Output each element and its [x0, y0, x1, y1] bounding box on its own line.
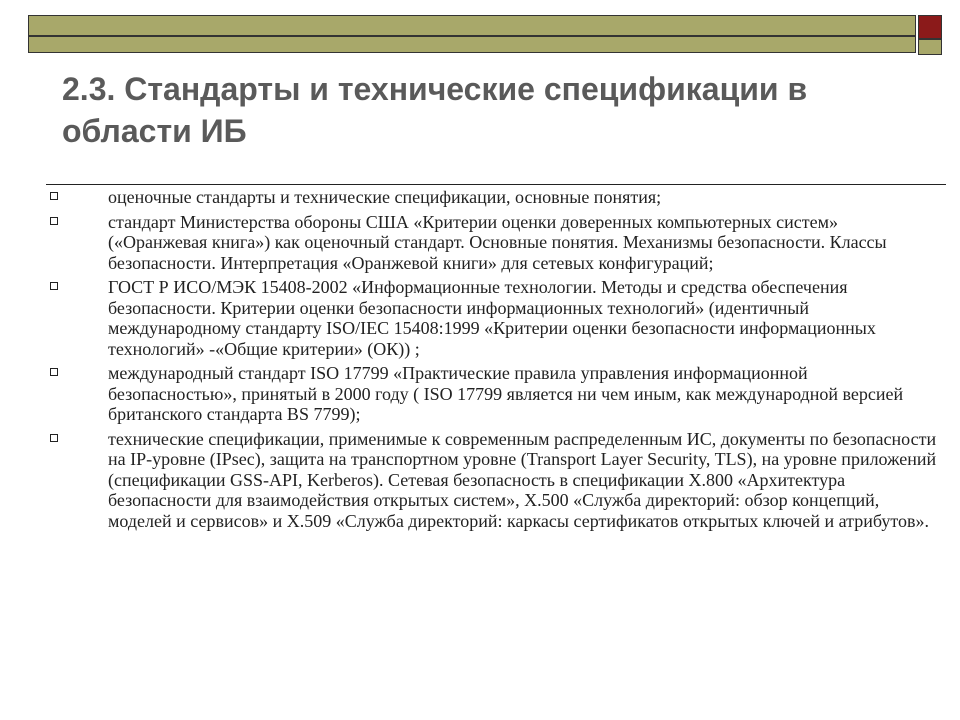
header-bar-divider — [28, 35, 916, 37]
square-bullet-icon — [50, 434, 58, 442]
square-bullet-icon — [50, 282, 58, 290]
list-item-text: ГОСТ Р ИСО/МЭК 15408-2002 «Информационные технологии. Методы и средства обеспечения безопасности. Критерии оценки безопасности информационных технологий» (идентичный международному стандарту ISO/IEC 15408:1999 «Критерии оценки безопасности информационных технологий» -«Общие критерии» (ОК)) ; — [108, 277, 876, 359]
header-bar — [28, 15, 916, 53]
list-item-text: технические спецификации, применимые к современным распределенным ИС, документы по безопасности на IP-уровне (IPsec), защита на транспортном уровне (Transport Layer Security, TLS), на уровне приложений (спецификации GSS-API, Kerberos). Сетевая безопасность в спецификации X.800 «Архитектура безопасности для взаимодействия открытых систем», X.500 «Служба директорий: обзор концепций, моделей и сервисов» и X.509 «Служба директорий: каркасы сертификатов открытых ключей и атрибутов». — [108, 428, 937, 531]
list-item — [46, 185, 946, 208]
slide-content — [46, 184, 946, 535]
square-bullet-icon — [50, 368, 58, 376]
list-item-text: оценочные стандарты и технические спецификации, основные понятия; — [108, 187, 662, 207]
slide-title: 2.3. Стандарты и технические спецификации в области ИБ — [62, 71, 808, 149]
square-bullet-icon — [50, 192, 58, 200]
list-item — [46, 277, 946, 359]
list-item — [46, 429, 946, 532]
square-bullet-icon — [50, 217, 58, 225]
list-item-text: стандарт Министерства обороны США «Критерии оценки доверенных компьютерных систем» («Оранжевая книга») как оценочный стандарт. Основные понятия. Механизмы безопасности. Классы безопасности. Интерпретация «Оранжевой книги» для сетевых конфигураций; — [108, 211, 887, 273]
list-item-text: международный стандарт ISO 17799 «Практические правила управления информационной безопасностью», принятый в 2000 году ( ISO 17799 является ни чем иным, как международной версией британского стандарта BS 7799); — [108, 363, 904, 424]
corner-block-red — [918, 15, 942, 39]
bullet-list — [46, 185, 946, 531]
list-item — [46, 212, 946, 274]
corner-block-olive — [918, 39, 942, 55]
list-item — [46, 363, 946, 425]
